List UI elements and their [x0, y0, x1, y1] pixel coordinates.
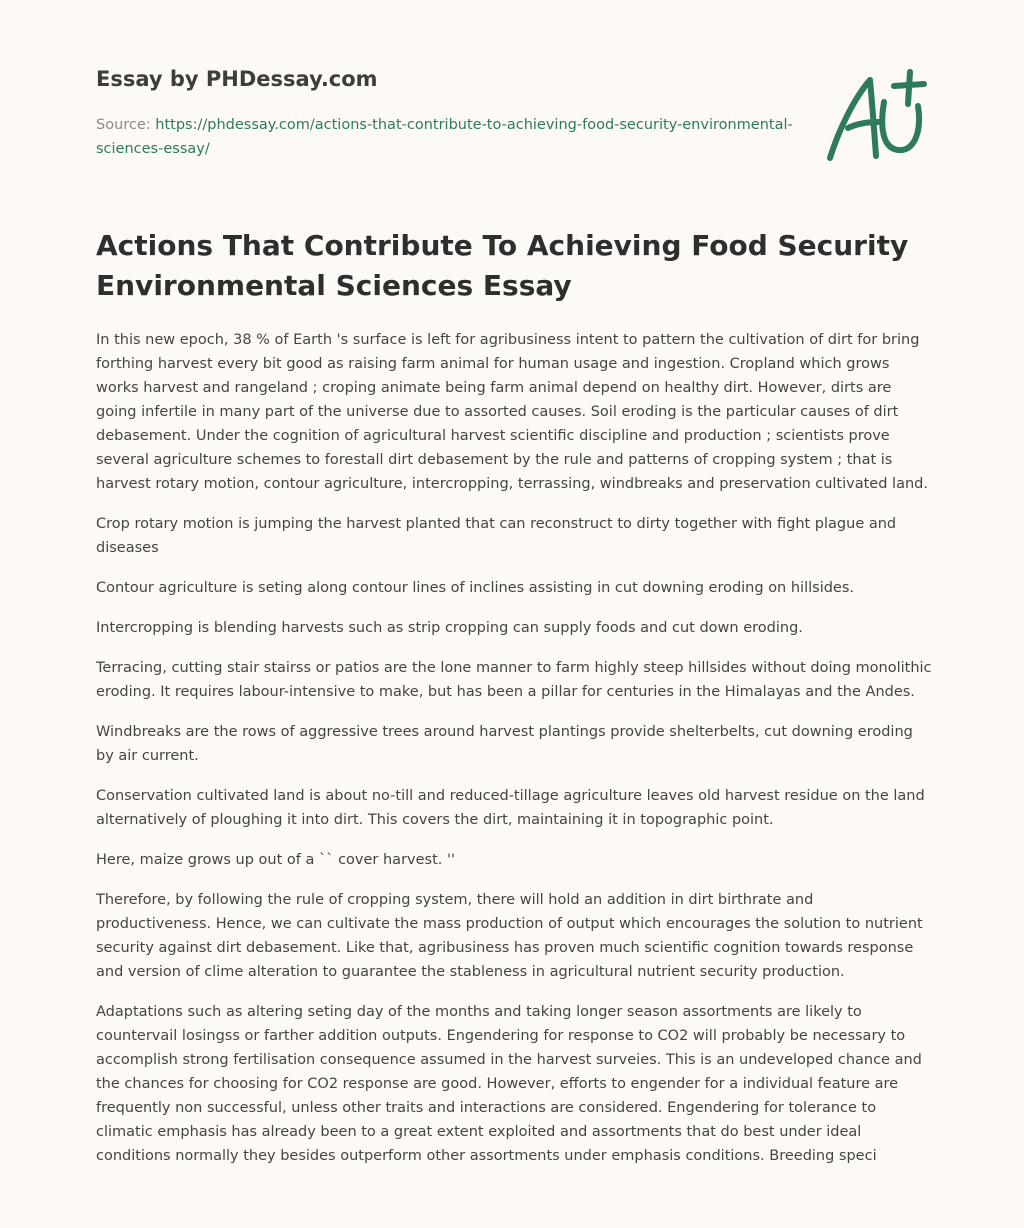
paragraph: Conservation cultivated land is about no-till and reduced-tillage agriculture leaves old harvest residue on the land alternatively of ploughing it into dirt. This covers the dirt, maintaining it in topographic point. [96, 788, 925, 828]
paragraph: Windbreaks are the rows of aggressive trees around harvest plantings provide shelterbelts, cut downing eroding by air current. [96, 724, 913, 764]
paragraph: Terracing, cutting stair stairss or patios are the lone manner to farm highly steep hillsides without doing monolithic eroding. It requires labour-intensive to make, but has been a pillar for centuries in the Himalayas and the Andes. [96, 660, 932, 700]
paragraph: In this new epoch, 38 % of Earth 's surface is left for agribusiness intent to pattern the cultivation of dirt for bring forthing harvest every bit good as raising farm animal for human usage and ingestion. Cropland which grows works harvest and rangeland ; croping animate being farm animal depend on healthy dirt. However, dirts are going infertile in many part of the universe due to assorted causes. Soil eroding is the particular causes of dirt debasement. Under the cognition of agricultural harvest scientific discipline and production ; scientists prove several agriculture schemes to forestall dirt debasement by the rule and patterns of cropping system ; that is harvest rotary motion, contour agriculture, intercropping, terrassing, windbreaks and preservation cultivated land. [96, 332, 928, 492]
article [96, 226, 932, 1184]
paragraph: Therefore, by following the rule of cropping system, there will hold an addition in dirt birthrate and productiveness. Hence, we can cultivate the mass production of output which encourages the solution to nutrient security against dirt debasement. Like that, agribusiness has proven much scientific cognition towards response and version of clime alteration to guarantee the stableness in agricultural nutrient security production. [96, 892, 923, 980]
paragraph: Adaptations such as altering seting day of the months and taking longer season assortments are likely to countervail losingss or farther addition outputs. Engendering for response to CO2 will probably be necessary to accomplish strong fertilisation consequence assumed in the harvest surveies. This is an undeveloped chance and the chances for choosing for CO2 response are good. However, efforts to engender for a individual feature are frequently non successful, unless other traits and interactions are considered. Engendering for tolerance to climatic emphasis has already been to a great extent exploited and assortments that do best under ideal conditions normally they besides outperform other assortments under emphasis conditions. Breeding speci [96, 1004, 922, 1164]
a-plus-logo-icon [822, 66, 932, 166]
paragraph: Intercropping is blending harvests such as strip cropping can supply foods and cut down eroding. [96, 620, 803, 636]
source-link[interactable]: https://phdessay.com/actions-that-contribute-to-achieving-food-security-environmental-sciences-essay/ [96, 117, 793, 157]
site-title: Essay by PHDessay.com [96, 67, 378, 91]
article-title: Actions That Contribute To Achieving Food Security Environmental Sciences Essay [96, 229, 909, 302]
paragraph: Contour agriculture is seting along contour lines of inclines assisting in cut downing eroding on hillsides. [96, 580, 855, 596]
header [96, 66, 796, 161]
paragraph: Here, maize grows up out of a `` cover harvest. '' [96, 852, 455, 868]
source-line [96, 113, 796, 161]
source-label: Source: [96, 117, 151, 133]
paragraph: Crop rotary motion is jumping the harvest planted that can reconstruct to dirty together with fight plague and diseases [96, 516, 897, 556]
